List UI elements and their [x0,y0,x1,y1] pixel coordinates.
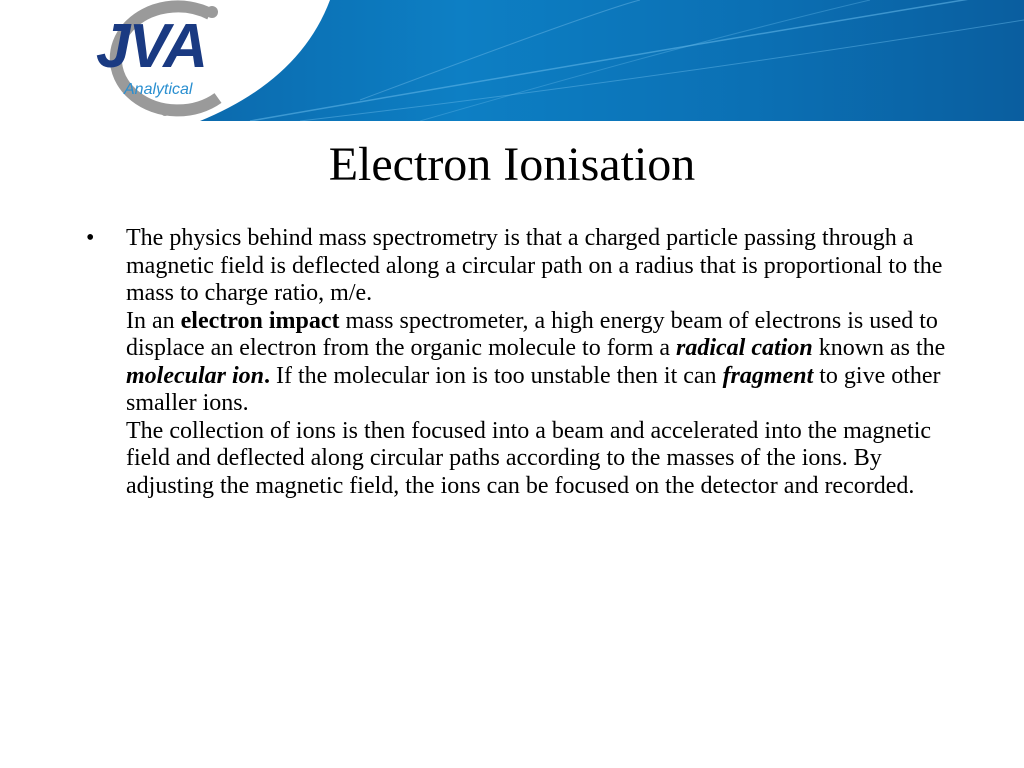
term-molecular-ion: molecular ion [126,362,265,389]
paragraph-ion-collection: The collection of ions is then focused into a beam and accelerated into the magnetic field and deflected along circular paths according to the masses of the ions. By adjusting the magnetic field, the ions can be focused on the detector and recorded. [126,417,932,499]
text-run: to give other smaller ions. [126,362,941,416]
logo-subtext: Analytical [124,81,193,98]
text-run: known as the [812,335,946,361]
term-electron-impact: electron impact [180,307,340,334]
bullet-marker: • [86,225,95,251]
header-banner [0,0,1024,121]
slide-body [126,225,956,500]
paragraph-electron-impact [126,308,956,418]
term-radical-cation: radical cation [676,335,813,361]
logo-wordmark: JVA [96,12,207,81]
paragraph-physics: The physics behind mass spectrometry is that a charged particle passing through a magnetic field is deflected along a circular path on a radius that is proportional to the mass to charge ratio, m/e. [126,225,943,306]
term-fragment: fragment [722,362,814,389]
text-run: If the molecular ion is too unstable then it can [270,362,723,389]
text-run: . [264,362,271,389]
slide-title: Electron Ionisation [328,138,696,191]
text-run: mass spectrometer, a high energy beam of electrons is used to displace an electron from the organic molecule to form a [126,307,938,361]
text-run: In an [126,307,181,334]
